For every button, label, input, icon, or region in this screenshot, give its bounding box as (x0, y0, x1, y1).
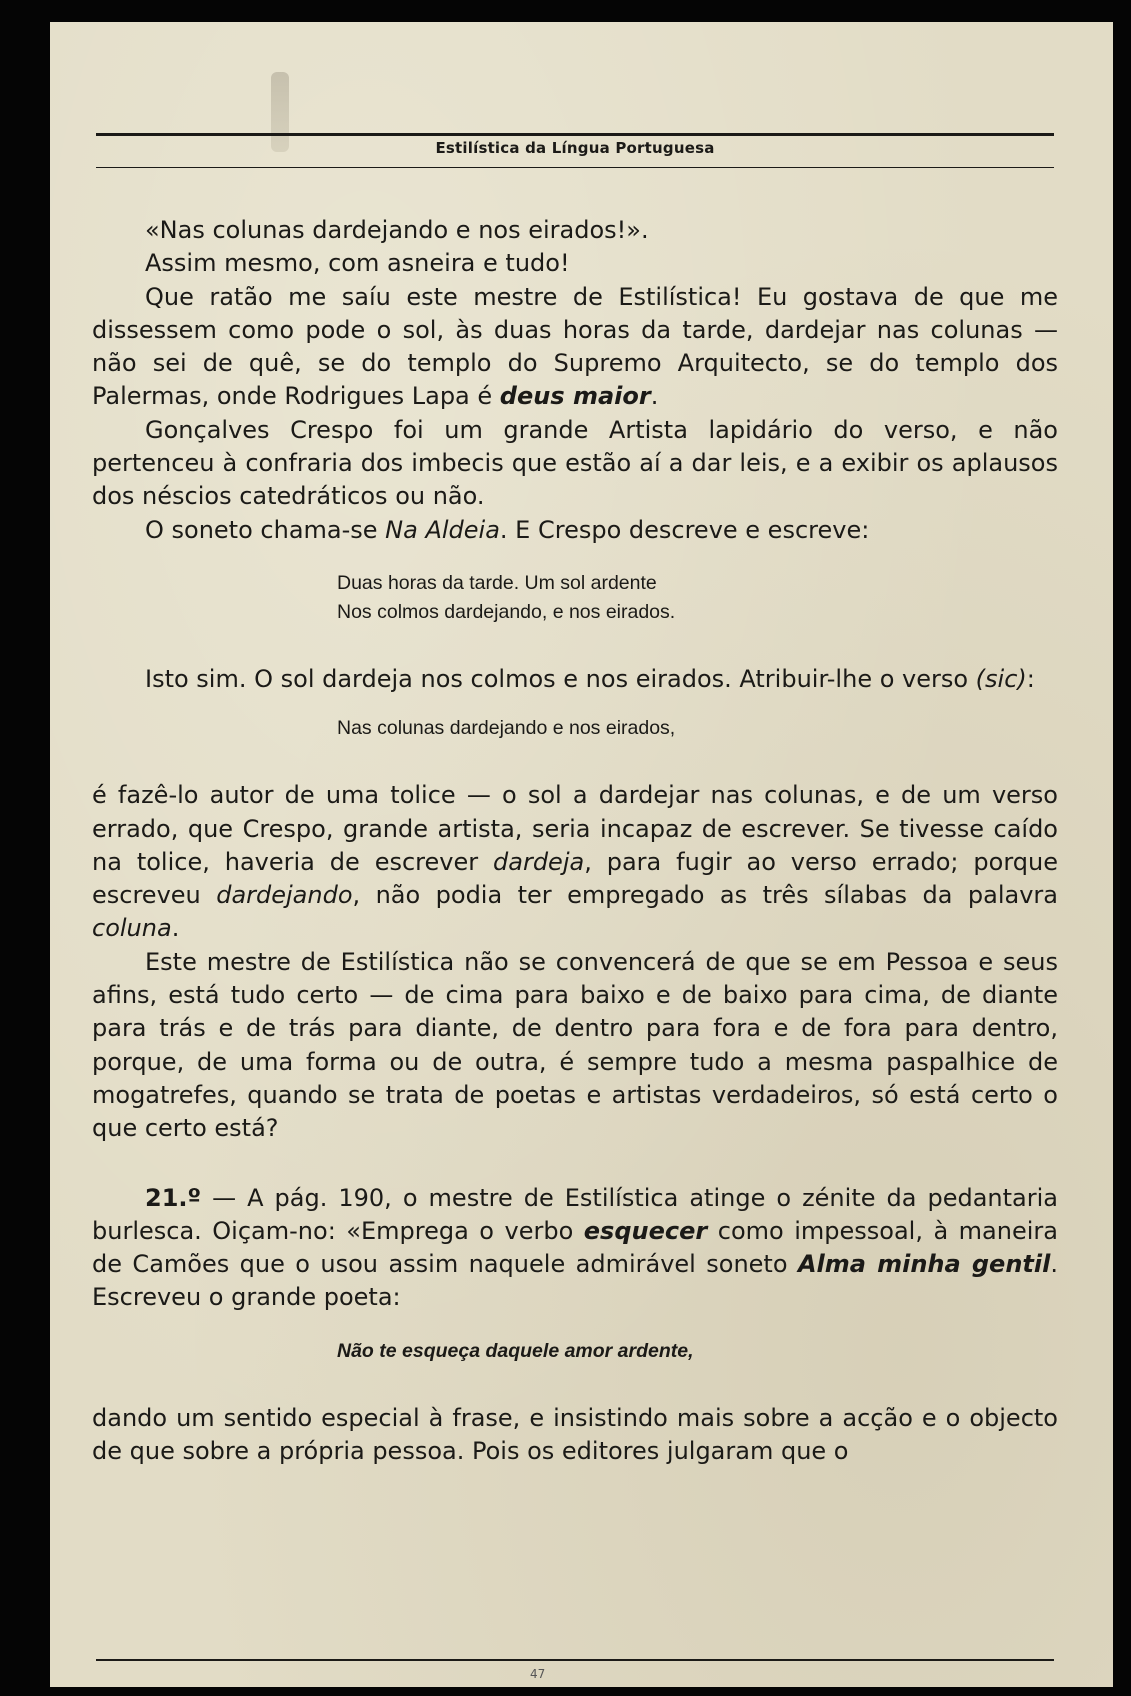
verse-quote (337, 714, 1058, 743)
verse-line: Duas horas da tarde. Um sol ardente (337, 571, 657, 594)
header-rule-bottom (96, 167, 1054, 168)
paragraph: Que ratão me saíu este mestre de Estilística! Eu gostava de que me dissessem como pode o sol, às duas horas da tarde, dardejar nas colunas — não sei de quê, se do templo do Supremo Arquitecto, se do templo dos Palermas, onde Rodrigues Lapa é deus maior. (92, 282, 1058, 411)
emphasis: Alma minha gentil (797, 1250, 1051, 1279)
verse-line: Nas colunas dardejando e nos eirados, (337, 717, 676, 740)
page-number: 47 (530, 1667, 546, 1681)
emphasis: dardejando (216, 881, 353, 910)
document-page (50, 22, 1113, 1687)
paragraph: Assim mesmo, com asneira e tudo! (145, 249, 570, 278)
verse-line: Não te esqueça daquele amor ardente, (337, 1339, 694, 1362)
paragraph: dando um sentido especial à frase, e insistindo mais sobre a acção e o objecto de que sobre a própria pessoa. Pois os editores julgaram que o (92, 1403, 1058, 1466)
body-text (92, 214, 1058, 1468)
verse-quote (337, 1337, 1058, 1366)
header-rule-top (96, 133, 1054, 136)
paragraph: O soneto chama-se Na Aldeia. E Crespo descreve e escreve: (145, 515, 870, 544)
section-number: 21.º (145, 1183, 202, 1212)
emphasis: deus maior (499, 382, 651, 411)
verse-quote (337, 569, 1058, 627)
running-header: Estilística da Língua Portuguesa (435, 139, 715, 157)
emphasis: esquecer (583, 1216, 708, 1245)
verse-line: Nos colmos dardejando, e nos eirados. (337, 600, 676, 623)
paragraph: Este mestre de Estilística não se convencerá de que se em Pessoa e seus afins, está tudo certo — de cima para baixo e de baixo para cima, de diante para trás e de trás para diante, de dentro para fora e de fora para dentro, porque, de uma forma ou de outra, é sempre tudo a mesma paspalhice de mogatrefes, quando se trata de poetas e artistas verdadeiros, só está certo o que certo está? (92, 947, 1058, 1143)
emphasis: Na Aldeia (385, 515, 500, 544)
paragraph: «Nas colunas dardejando e nos eirados!». (145, 216, 649, 244)
emphasis: coluna (92, 914, 172, 943)
paragraph: 21.º — A pág. 190, o mestre de Estilística atinge o zénite da pedantaria burlesca. Oiçam-no: «Emprega o verbo esquecer como impessoal, à maneira de Camões que o usou assim naquele admirável soneto Alma minha gentil. Escreveu o grande poeta: (92, 1183, 1058, 1312)
paragraph: é fazê-lo autor de uma tolice — o sol a dardejar nas colunas, e de um verso errado, que Crespo, grande artista, seria incapaz de escrever. Se tivesse caído na tolice, haveria de escrever dardeja, para fugir ao verso errado; porque escreveu dardejando, não podia ter empregado as três sílabas da palavra coluna. (92, 781, 1058, 943)
emphasis: (sic) (975, 664, 1027, 693)
paragraph: Gonçalves Crespo foi um grande Artista lapidário do verso, e não pertenceu à confraria dos imbecis que estão aí a dar leis, e a exibir os aplausos dos néscios catedráticos ou não. (92, 415, 1058, 511)
footer-rule (96, 1659, 1054, 1661)
emphasis: dardeja (493, 847, 585, 876)
paragraph: Isto sim. O sol dardeja nos colmos e nos eirados. Atribuir-lhe o verso (sic): (145, 664, 1035, 693)
